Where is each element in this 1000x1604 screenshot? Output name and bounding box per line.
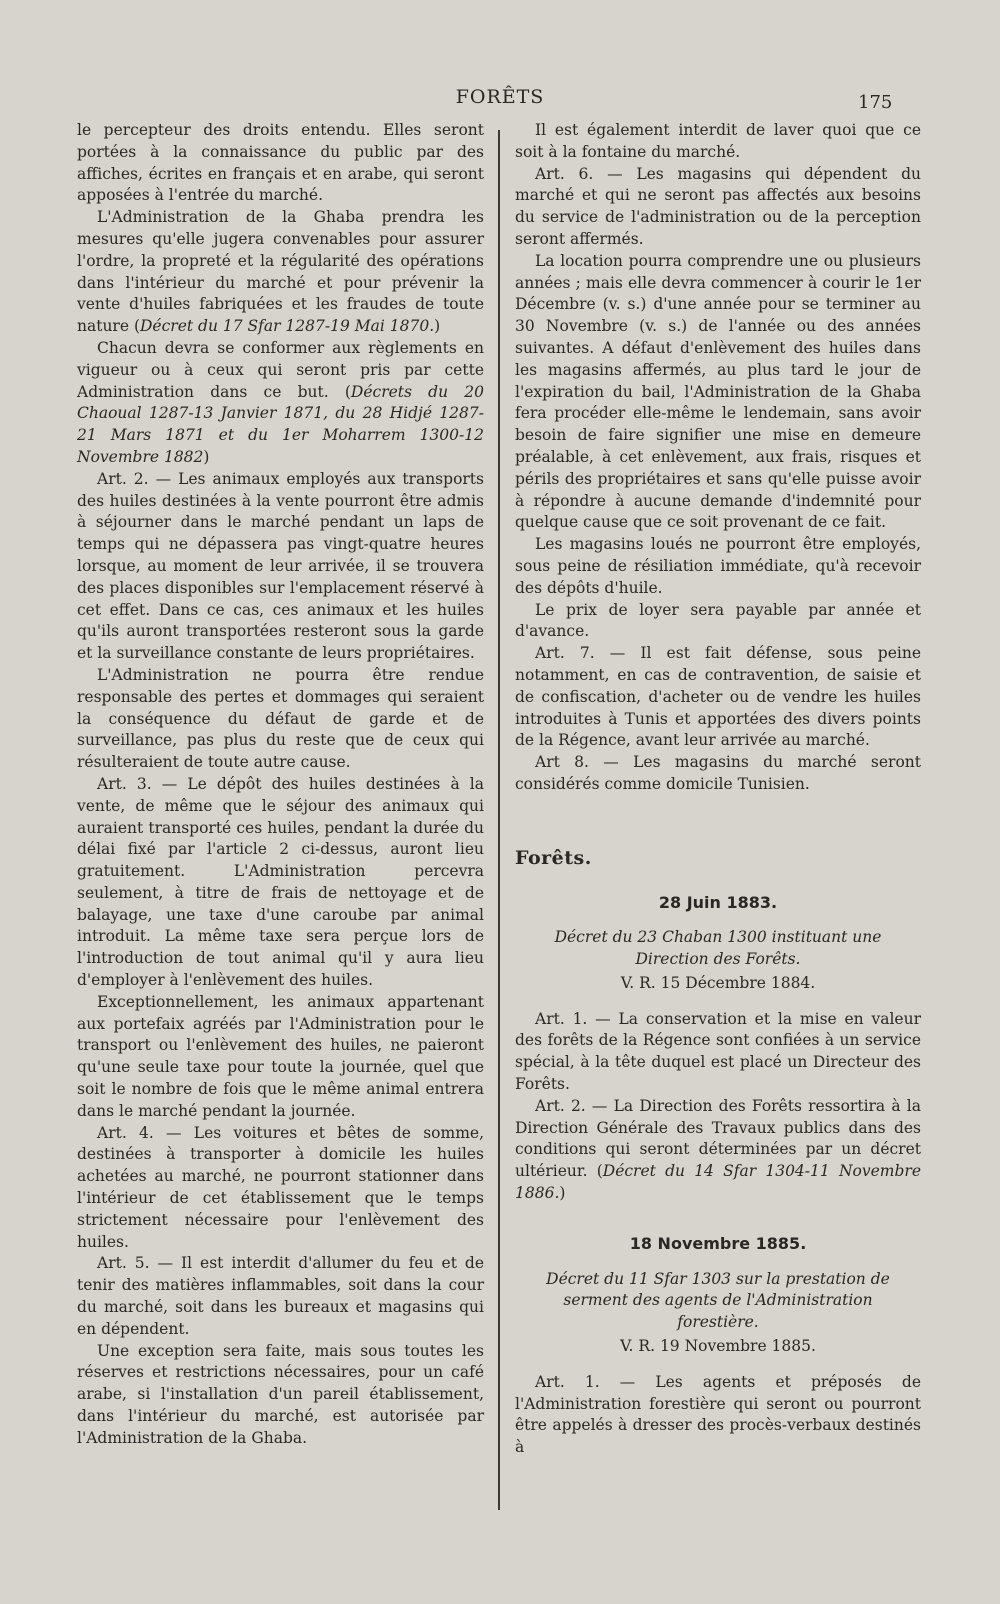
article-6: Art. 6. — Les magasins qui dépendent du marché et qui ne seront pas affectés aux besoins du service de l'administration ou de la perception seront affermés. [515,164,921,248]
paragraph: Exceptionnellement, les animaux appartenant aux portefaix agréés par l'Administration pour le transport ou l'enlèvement des huiles, ne paieront qu'une seule taxe pour toute la journée, quel que soit le nombre de fois que le même animal entrera dans le marché pendant la journée. [77,992,484,1120]
article-1: Art. 1. — Les agents et préposés de l'Administration forestière qui seront ou pourront être appelés à dresser des procès-verbaux destinés à [515,1372,921,1457]
article-3: Art. 3. — Le dépôt des huiles destinées à la vente, de même que le séjour des animaux qui auraient transporté ces huiles, pendant la durée du délai fixé par l'article 2 ci-dessus, auront lieu gratuitement. L'Administration percevra seulement, à titre de frais de nettoyage et de balayage, une taxe d'une caroube par animal introduit. La même taxe sera perçue lors de l'introduction de tout animal qu'il y aura lieu d'employer à l'enlèvement des huiles. [77,774,484,990]
article-2: Art. 2. — La Direction des Forêts ressortira à la Direction Générale des Travaux publics dans des conditions qui seront déterminées par un décret ultérieur. (Décret du 14 Sfar 1304-11 Novembre 1886.) [515,1096,921,1203]
article-2: Art. 2. — Les animaux employés aux transports des huiles destinées à la vente pourront être admis à séjourner dans le marché pendant un laps de temps qui ne dépassera pas vingt-quatre heures lorsque, au moment de leur arrivée, il se trouvera des places disponibles sur l'emplacement réservé à cet effet. Dans ce cas, ces animaux et les huiles qu'ils auront transportées resteront sous la garde et la surveillance constante de leurs propriétaires. [77,469,484,663]
decree-title: Décret du 11 Sfar 1303 sur la prestation de serment des agents de l'Administration forestière. [546,1269,890,1332]
paragraph: Les magasins loués ne pourront être employés, sous peine de résiliation immédiate, qu'à recevoir des dépôts d'huile. [515,535,921,597]
column-divider [498,130,500,1510]
paragraph: Chacun devra se conformer aux règlements en vigueur ou à ceux qui seront pris par cette Administration dans ce but. (Décrets du 20 Chaoual 1287-13 Janvier 1871, du 28 Hidjé 1287-21 Mars 1871 et du 1er Moharrem 1300-12 Novembre 1882) [77,338,484,466]
article-7: Art. 7. — Il est fait défense, sous peine notamment, en cas de contravention, de saisie et de confiscation, d'acheter ou de vendre les huiles introduites à Tunis et apportées des divers points de la Régence, avant leur arrivée au marché. [515,644,921,750]
article-4: Art. 4. — Les voitures et bêtes de somme, destinées à transporter à domicile les huiles achetées au marché, ne pourront stationner dans l'intérieur de cet établissement que le temps strictement nécessaire pour l'enlèvement des huiles. [77,1123,484,1251]
article-8: Art 8. — Les magasins du marché seront considérés comme domicile Tunisien. [515,753,921,793]
decree-date: 28 Juin 1883. [658,892,778,912]
paragraph: Une exception sera faite, mais sous toutes les réserves et restrictions nécessaires, pour un café arabe, si l'installation d'un pareil établissement, dans l'intérieur du marché, est autorisée par l'Administration de la Ghaba. [77,1341,484,1447]
page-number: 175 [858,92,893,113]
paragraph: Il est également interdit de laver quoi que ce soit à la fontaine du marché. [515,121,921,161]
decree-title: Décret du 23 Chaban 1300 instituant une Direction des Forêts. [554,928,882,969]
decree-date: 18 Novembre 1885. [629,1233,807,1253]
decree-reference: Décret du 17 Sfar 1287-19 Mai 1870. [140,317,435,336]
paragraph: le percepteur des droits entendu. Elles seront portées à la connaissance du public par des affiches, écrites en français et en arabe, qui seront apposées à l'entrée du marché. [77,121,484,205]
running-title: FORÊTS [455,86,545,108]
paragraph: L'Administration ne pourra être rendue responsable des pertes et dommages qui seraient la conséquence du défaut de garde et de surveillance, pas plus du reste que de ceux qui résulteraient de toute autre cause. [77,665,484,772]
paragraph: La location pourra comprendre une ou plusieurs années ; mais elle devra commencer à courir le 1er Décembre (v. s.) d'une année pour se terminer au 30 Novembre (v. s.) de l'année ou des années suivantes. A défaut d'enlèvement des huiles dans les magasins affermés, au plus tard le jour de l'expiration du bail, l'Administration de la Ghaba fera procéder elle-même le lendemain, sans avoir besoin de faire signifier une mise en demeure préalable, à cet enlèvement, aux frais, risques et périls des propriétaires et sans qu'elle puisse avoir à répondre à aucune demande d'indemnité pour quelque cause que ce soit provenant de ce fait. [515,251,921,532]
section-heading: Forêts. [515,846,592,869]
article-1: Art. 1. — La conservation et la mise en valeur des forêts de la Régence sont confiées à un service spécial, à la tête duquel est placé un Directeur des Forêts. [515,1009,921,1094]
paragraph: L'Administration de la Ghaba prendra les mesures qu'elle jugera convenables pour assurer l'ordre, la propreté et la régularité des opérations dans l'intérieur du marché et pour prévenir la vente d'huiles fabriquées et les fraudes de toute nature (Décret du 17 Sfar 1287-19 Mai 1870.) [77,208,484,336]
decree-reference: Décrets du 20 Chaoual 1287-13 Janvier 1871, du 28 Hidjé 1287-21 Mars 1871 et du 1er Moharrem 1300-12 Novembre 1882 [77,382,484,466]
right-column [515,120,921,1459]
paragraph: Le prix de loyer sera payable par année et d'avance. [515,600,921,641]
decree-reference: Décret du 14 Sfar 1304-11 Novembre 1886. [515,1162,921,1203]
left-column [77,120,484,1450]
publication-reference: V. R. 19 Novembre 1885. [620,1337,816,1356]
publication-reference: V. R. 15 Décembre 1884. [620,973,816,992]
article-5: Art. 5. — Il est interdit d'allumer du feu et de tenir des matières inflammables, soit dans la cour du marché, soit dans les bureaux et magasins qui en dépendent. [77,1254,484,1338]
